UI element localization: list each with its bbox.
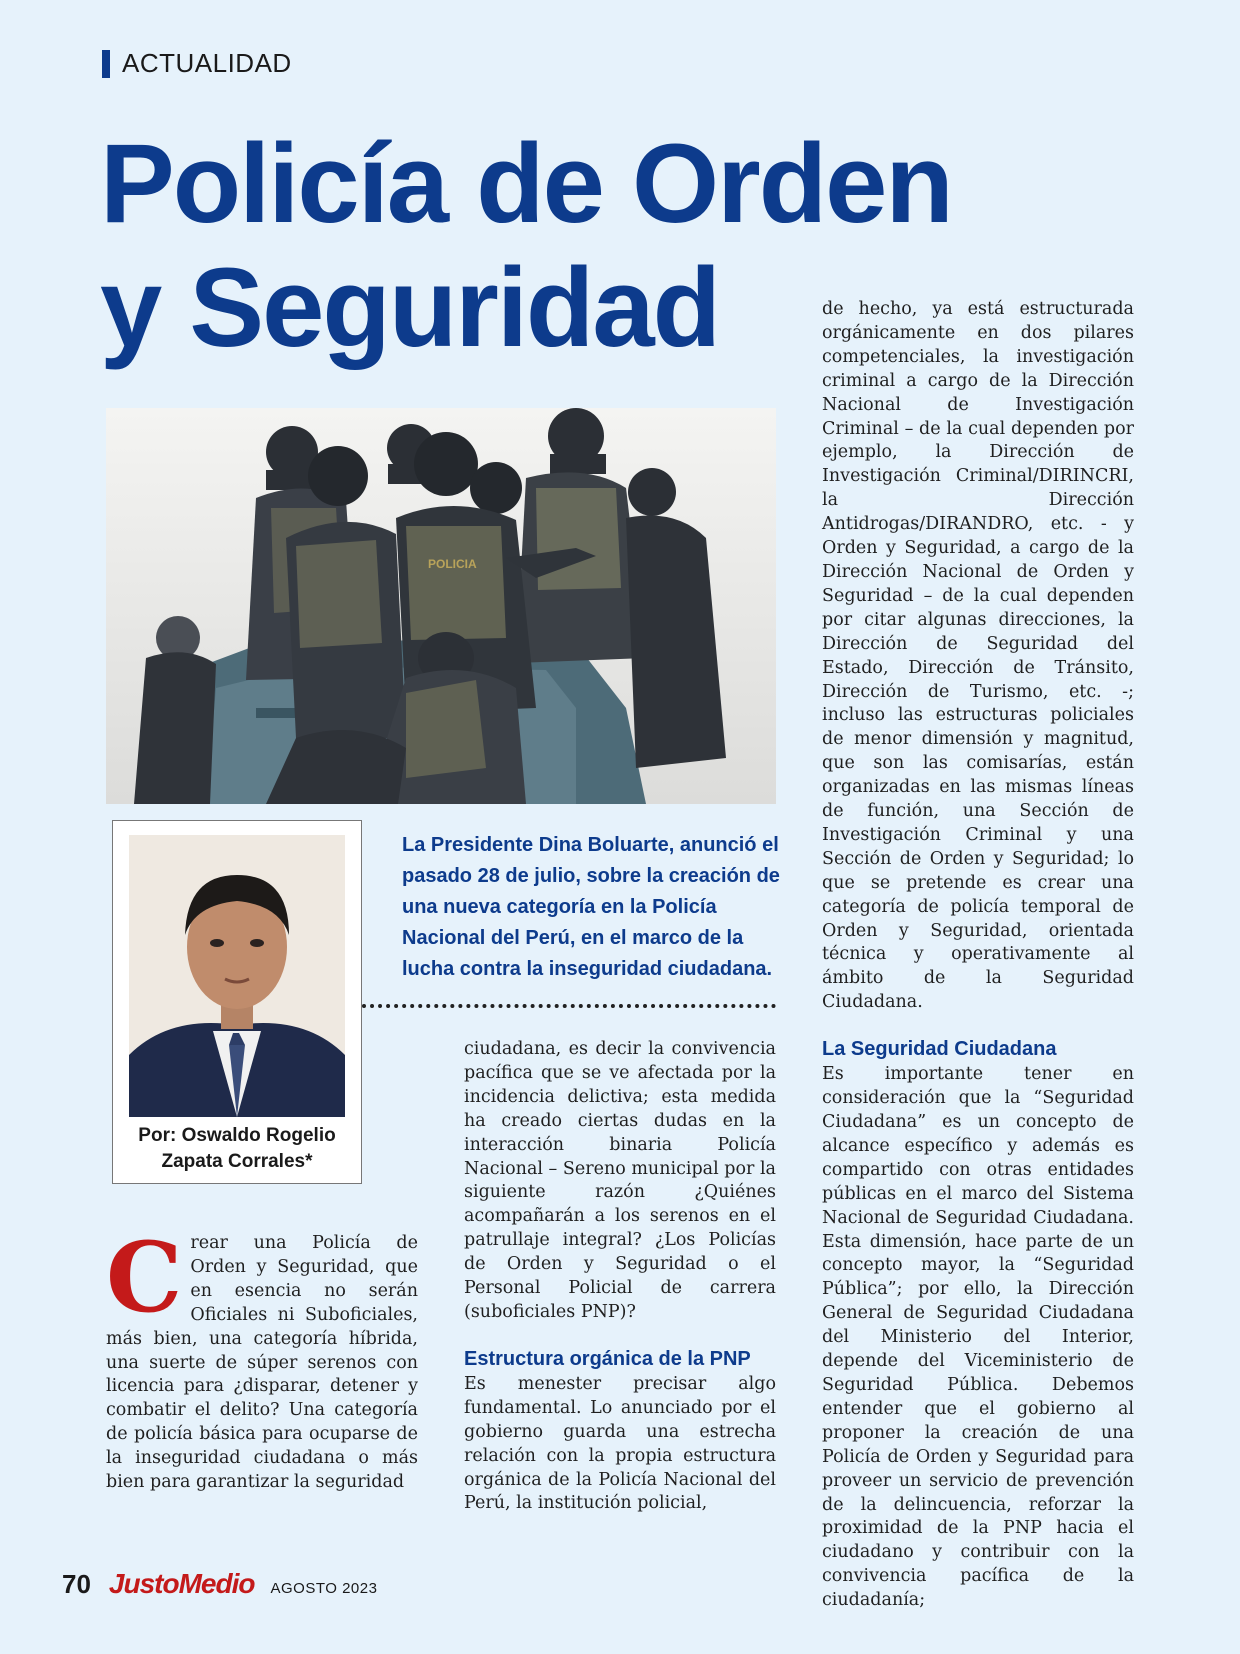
page-footer: [62, 1568, 377, 1600]
opening-text: rear una Policía de Orden y Seguridad, que en esencia no serán Oficiales ni Suboficiales, más bien, una categoría híbrida, una suerte de súper serenos con licencia para ¿disparar, detener y combatir el delito? Una categoría de policía básica para ocuparse de la inseguridad ciudadana o más bien para garantizar la seguridad: [106, 1233, 418, 1493]
drop-cap: C: [106, 1221, 183, 1334]
subhead-seguridad: La Seguridad Ciudadana: [822, 1038, 1057, 1061]
title-line-1: Policía de Orden: [100, 121, 952, 246]
author-line-2: Zapata Corrales*: [161, 1151, 313, 1172]
paragraph-5: Es importante tener en consideración que la “Seguridad Ciudadana” es un concepto de alcance específico y además es compartido con otras entidades públicas en el marco del Sistema Nacional de Seguridad Ciudadana. Esta dimensión, hace parte de un concepto mayor, la “Seguridad Pública”; por ello, la Dirección General de Seguridad Ciudadana del Ministerio del Interior, depende del Viceministerio de Seguridad Pública. Debemos entender que el gobierno al proponer la creación de una Policía de Orden y Seguridad para proveer un servicio de prevención de la delincuencia, reforzar la proximidad de la PNP hacia el ciudadano y contribuir con la convivencia pacífica de la ciudadanía;: [822, 1064, 1134, 1611]
riot-police-photo: [106, 408, 776, 804]
author-portrait: [129, 835, 345, 1117]
column-2: [464, 1038, 776, 1516]
paragraph-2: ciudadana, es decir la convivencia pacífica que se ve afectada por la incidencia delictiva; esta medida ha creado ciertas dudas en la interacción binaria Policía Nacional – Sereno municipal por la siguiente razón ¿Quiénes acompañarán a los serenos en el patrullaje integral? ¿Los Policías de Orden y Seguridad o el Personal Policial de carrera (suboficiales PNP)?: [464, 1039, 776, 1322]
vest-label: POLICIA: [428, 557, 477, 571]
paragraph-3: Es menester precisar algo fundamental. Lo anunciado por el gobierno guarda una estrecha relación con la propia estructura orgánica de la Policía Nacional del Perú, la institución policial,: [464, 1373, 776, 1514]
section-bar: [102, 50, 110, 78]
author-line-1: Por: Oswaldo Rogelio: [138, 1125, 336, 1146]
lead-paragraph: La Presidente Dina Boluarte, anunció el pasado 28 de julio, sobre la creación de una nueva categoría en la Policía Nacional del Perú, en el marco de la lucha contra la inseguridad ciudadana.: [402, 834, 780, 980]
column-3: [822, 298, 1134, 1613]
author-box: [112, 820, 362, 1184]
column-1: [106, 1221, 418, 1495]
title-line-2: y Seguridad: [100, 245, 720, 370]
opening-paragraph: [106, 1221, 418, 1495]
brand-part-2: Medio: [178, 1568, 255, 1599]
author-byline: [113, 1123, 361, 1175]
brand-logo: [109, 1568, 255, 1600]
page-number: 70: [62, 1569, 91, 1599]
riot-police-illustration: [106, 408, 776, 804]
paragraph-4: de hecho, ya está estructurada orgánicamente en dos pilares competenciales, la investigación criminal a cargo de la Dirección Nacional de Investigación Criminal – de la cual dependen por ejemplo, la Dirección de Investigación Criminal/DIRINCRI, la Dirección Antidrogas/DIRANDRO, etc. - y Orden y Seguridad, a cargo de la Dirección Nacional de Orden y Seguridad – de la cual dependen por citar algunas direcciones, la Dirección de Seguridad del Estado, Dirección de Tránsito, Dirección de Turismo, etc. -; incluso las estructuras policiales de menor dimensión y magnitud, que son las comisarías, están organizadas en las mismas líneas de función, una Sección de Investigación Criminal y una Sección de Orden y Seguridad; lo que se pretende es crear una categoría de policía temporal de Orden y Seguridad, orientada técnica y operativamente al ámbito de la Seguridad Ciudadana.: [822, 299, 1134, 1013]
subhead-estructura: Estructura orgánica de la PNP: [464, 1347, 751, 1370]
issue-date: AGOSTO 2023: [270, 1580, 378, 1597]
section-label: ACTUALIDAD: [122, 48, 292, 78]
brand-part-1: Justo: [108, 1568, 179, 1599]
section-tag: [102, 48, 292, 79]
dotted-divider: [362, 1004, 776, 1008]
